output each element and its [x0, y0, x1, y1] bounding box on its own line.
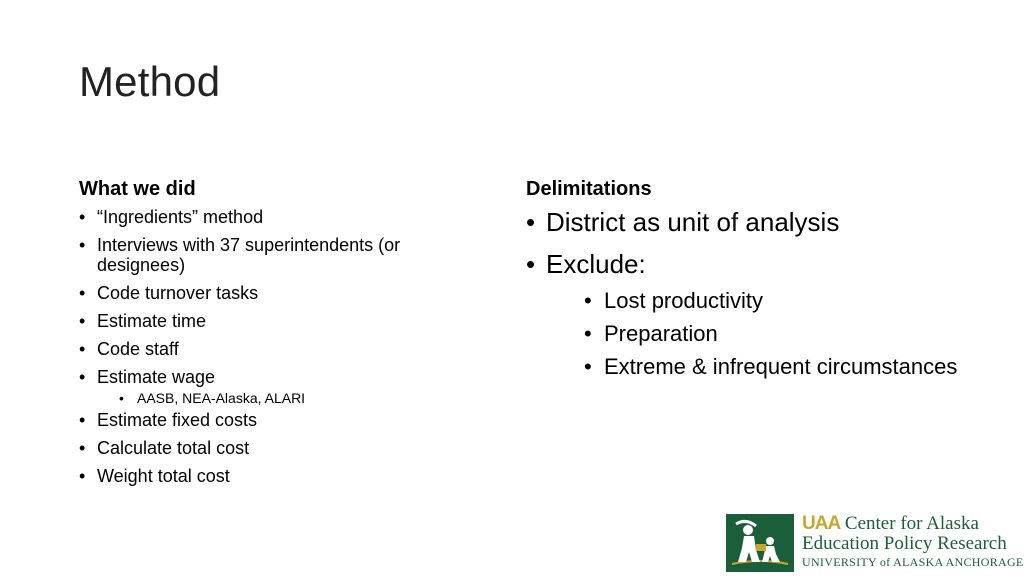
center-logo	[726, 513, 1024, 572]
list-item: • “Ingredients” method	[79, 207, 469, 227]
list-item: • District as unit of analysis	[526, 207, 966, 237]
list-item: • Estimate fixed costs	[79, 410, 469, 430]
list-item: • Code turnover tasks	[79, 283, 469, 303]
slide-title: Method	[79, 58, 221, 105]
logo-uaa-mark: UAA	[802, 513, 841, 534]
sub-list-item: • Lost productivity	[584, 287, 966, 315]
sub-list-item: • AASB, NEA-Alaska, ALARI	[117, 390, 469, 406]
exclude-sublist	[584, 287, 966, 381]
reader-emblem-icon	[726, 514, 794, 572]
list-item-label: Estimate wage	[97, 367, 216, 387]
delimitations-column	[526, 178, 966, 393]
list-item-label: Exclude:	[546, 249, 646, 279]
logo-line3: UNIVERSITY of ALASKA ANCHORAGE	[802, 555, 1024, 569]
delimitations-heading: Delimitations	[526, 178, 652, 200]
wage-sublist	[97, 390, 469, 406]
list-item-exclude	[526, 249, 966, 381]
logo-line1: Center for Alaska	[844, 513, 979, 534]
logo-wordmark	[802, 514, 1024, 570]
what-we-did-heading: What we did	[79, 178, 196, 200]
list-item: • Interviews with 37 superintendents (or designees)	[79, 235, 469, 275]
list-item: • Calculate total cost	[79, 438, 469, 458]
sub-list-item: • Preparation	[584, 320, 966, 348]
logo-line2: Education Policy Research	[802, 533, 1007, 554]
list-item: • Weight total cost	[79, 466, 469, 486]
what-we-did-list	[79, 207, 469, 486]
what-we-did-column	[79, 178, 469, 494]
list-item: • Estimate time	[79, 311, 469, 331]
delimitations-list	[526, 207, 966, 381]
list-item: • Code staff	[79, 339, 469, 359]
sub-list-item: • Extreme & infrequent circumstances	[584, 353, 966, 381]
list-item-wage	[79, 367, 469, 406]
